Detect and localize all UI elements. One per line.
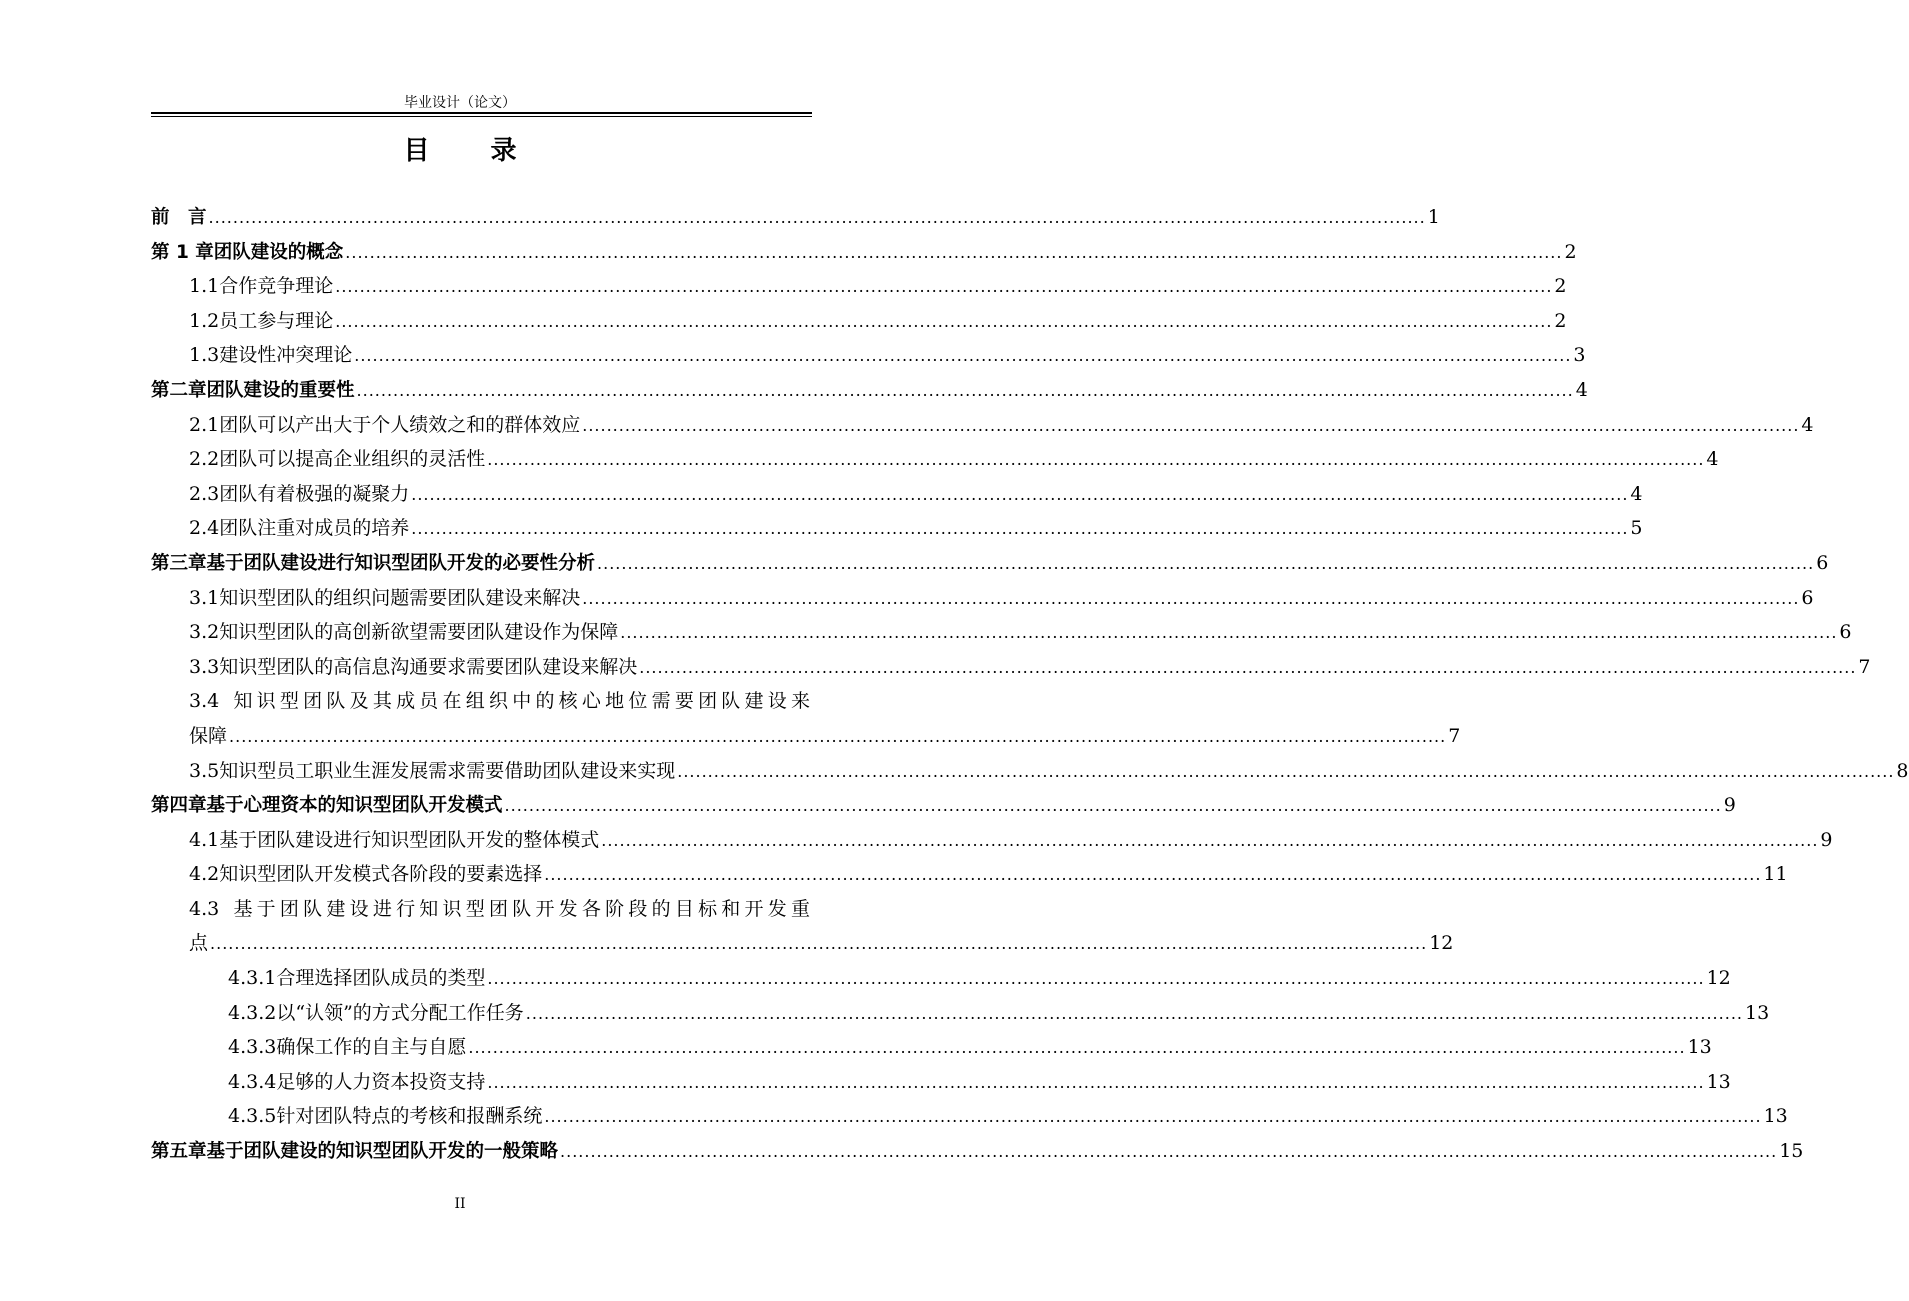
toc-leader-dots: ........................................................................................................................................................................................................ [525,1003,1743,1023]
toc-entry-title: 针对团队特点的考核和报酬系统 [276,1105,543,1128]
toc-entry-title: 团队注重对成员的培养 [219,517,410,540]
toc-entry-number: 3.4 [189,690,220,713]
toc-entry[interactable] [151,1134,1804,1169]
toc-entry-page: 3 [1573,344,1586,367]
toc-entry-title: 知识型团队的高创新欲望需要团队建设作为保障 [219,621,619,644]
toc-entry-number: 4.3 [189,897,220,920]
toc-entry-number: 3.3 [189,655,220,678]
toc-entry-title: 基于心理资本的知识型团队开发模式 [206,795,503,817]
toc-entry-number: 第五章 [151,1141,207,1163]
toc-entry-title: 基于团队建设进行知识型团队开发的整体模式 [219,828,600,851]
toc-entry[interactable] [151,408,1814,443]
toc-leader-dots: ........................................................................................................................................................................................................ [354,346,1572,366]
toc-leader-dots: ........................................................................................................................................................................................................ [411,519,1629,539]
toc-entry-number: 4.2 [189,863,220,886]
toc-entry-number: 2.4 [189,517,220,540]
toc-leader-dots: ........................................................................................................................................................................................................ [356,380,1574,400]
toc-entry[interactable] [151,615,1852,650]
toc-entry-page: 13 [1744,1001,1770,1024]
toc-entry[interactable] [151,857,1788,892]
toc-leader-dots: ........................................................................................................................................................................................................ [639,657,1857,677]
toc-entry-title: 团队可以产出大于个人绩效之和的群体效应 [219,413,581,436]
toc-entry-number: 4.3.1 [228,967,277,990]
toc-entry-title: 合理选择团队成员的类型 [276,967,486,990]
toc-entry[interactable] [151,650,1871,685]
toc-leader-dots: ........................................................................................................................................................................................................ [345,242,1563,262]
toc-leader-dots: ........................................................................................................................................................................................................ [620,623,1838,643]
toc-entry[interactable] [151,996,1770,1031]
toc-entry-number: 4.3.4 [228,1070,277,1093]
toc-entry-number: 1.2 [189,309,220,332]
toc-entry-page: 11 [1763,863,1788,886]
toc-leader-dots: ........................................................................................................................................................................................................ [411,484,1629,504]
toc-entry-number: 1.1 [189,275,220,298]
toc-entry-page: 6 [1816,551,1829,574]
toc-entry-title-continued: 保障 [189,724,228,747]
toc-entry-title-continued: 点 [189,932,209,955]
header-rule-thin [151,116,812,117]
toc-entry-title: 知识型团队及其成员在组织中的核心地位需要团队建设来 [229,690,810,713]
toc-entry[interactable] [151,477,1643,512]
toc-entry-number: 第四章 [151,795,207,817]
toc-leader-dots: ........................................................................................................................................................................................................ [468,1038,1686,1058]
running-header: 毕业设计（论文） [404,95,516,111]
toc-entry-page: 1 [1427,206,1440,228]
toc-entry[interactable] [151,373,1588,408]
toc-entry-page: 4 [1575,378,1588,401]
toc-entry[interactable] [151,338,1586,373]
toc-leader-dots: ........................................................................................................................................................................................................ [601,830,1819,850]
toc-entry[interactable] [151,304,1567,339]
toc-leader-dots: ........................................................................................................................................................................................................ [487,1072,1705,1092]
toc-entry-title: 足够的人力资本投资支持 [276,1070,486,1093]
toc-entry[interactable] [151,546,1829,581]
toc-entry-page: 6 [1801,586,1814,609]
toc-entry[interactable] [151,442,1719,477]
toc-entry-number: 2.1 [189,413,220,436]
toc-entry-number: 4.3.3 [228,1036,277,1059]
toc-leader-dots: ........................................................................................................................................................................................................ [504,796,1722,816]
toc-entry-page: 12 [1706,967,1731,990]
toc-entry-number: 4.3.5 [228,1105,277,1128]
header-rule-thick [151,112,812,114]
toc-entry-number: 第二章 [151,379,207,401]
toc-entry-number: 4.1 [189,828,220,851]
toc-entry[interactable] [151,892,1454,961]
toc-entry-page: 13 [1763,1105,1788,1128]
toc-entry-page: 9 [1820,828,1833,851]
page-number: II [454,1196,466,1212]
toc-entry-page: 12 [1429,932,1454,955]
toc-entry-number: 3.2 [189,621,220,644]
toc-leader-dots: ........................................................................................................................................................................................................ [582,588,1800,608]
toc-entry-title: 前 言 [151,207,207,228]
toc-entry-page: 8 [1896,759,1909,782]
toc-leader-dots: ........................................................................................................................................................................................................ [229,726,1447,746]
toc-entry-title: 知识型团队的组织问题需要团队建设来解决 [219,586,581,609]
toc-entry[interactable] [151,823,1833,858]
toc-leader-dots: ........................................................................................................................................................................................................ [487,450,1705,470]
toc-entry-page: 15 [1779,1140,1804,1163]
toc-entry[interactable] [151,1030,1712,1065]
toc-leader-dots: ........................................................................................................................................................................................................ [335,311,1553,331]
toc-entry-page: 4 [1630,482,1643,505]
toc-entry-title: 知识型员工职业生涯发展需求需要借助团队建设来实现 [219,759,676,782]
toc-entry-title: 合作竞争理论 [219,275,334,298]
toc-entry-title: 员工参与理论 [219,309,334,332]
toc-leader-dots: ........................................................................................................................................................................................................ [677,761,1895,781]
toc-entry[interactable] [151,754,1909,789]
toc-leader-dots: ........................................................................................................................................................................................................ [544,865,1762,885]
toc-entry[interactable] [151,684,1461,753]
toc-entry-title: 建设性冲突理论 [219,344,353,367]
toc-entry-number: 1.3 [189,344,220,367]
toc-entry-page: 9 [1723,794,1736,817]
toc-entry-number: 3.1 [189,586,220,609]
toc-entry-title: 团队建设的概念 [213,241,344,263]
toc-entry[interactable] [151,1065,1731,1100]
toc-leader-dots: ........................................................................................................................................................................................................ [582,415,1800,435]
toc-entry[interactable] [151,235,1577,270]
toc-entry-title: 知识型团队开发模式各阶段的要素选择 [219,863,543,886]
toc-entry-title: 基于团队建设的知识型团队开发的一般策略 [206,1141,559,1163]
toc-entry-page: 4 [1706,448,1719,471]
toc-entry[interactable] [151,269,1567,304]
toc-entry-page: 2 [1554,309,1567,332]
toc-entry-number: 第 1 章 [151,241,214,263]
toc-entry-page: 7 [1448,724,1461,747]
toc-entry[interactable] [151,200,1440,235]
toc-entry-title: 基于团队建设进行知识型团队开发的必要性分析 [206,552,596,574]
toc-entry-number: 2.2 [189,448,220,471]
toc-entry[interactable] [151,511,1643,546]
toc-entry-title: 以“认领”的方式分配工作任务 [276,1001,524,1024]
toc-entry-title: 基于团队建设进行知识型团队开发各阶段的目标和开发重 [229,897,810,920]
toc-title: 目 录 [403,136,543,166]
toc-leader-dots: ........................................................................................................................................................................................................ [208,208,1426,227]
toc-entry-title: 团队可以提高企业组织的灵活性 [219,448,486,471]
toc-leader-dots: ........................................................................................................................................................................................................ [597,553,1815,573]
table-of-contents [151,200,1909,1169]
toc-leader-dots: ........................................................................................................................................................................................................ [560,1142,1778,1162]
toc-entry-page: 13 [1687,1036,1712,1059]
toc-entry[interactable] [151,1099,1788,1134]
toc-entry[interactable] [151,788,1736,823]
toc-entry-number: 4.3.2 [228,1001,277,1024]
toc-entry-page: 2 [1554,275,1567,298]
toc-entry[interactable] [151,581,1814,616]
toc-entry-number: 2.3 [189,482,220,505]
toc-entry-title: 知识型团队的高信息沟通要求需要团队建设来解决 [219,655,638,678]
toc-leader-dots: ........................................................................................................................................................................................................ [335,277,1553,297]
toc-entry-number: 第三章 [151,552,207,574]
toc-leader-dots: ........................................................................................................................................................................................................ [544,1107,1762,1127]
toc-entry-page: 4 [1801,413,1814,436]
toc-entry-title: 团队建设的重要性 [206,379,355,401]
toc-leader-dots: ........................................................................................................................................................................................................ [210,934,1428,954]
toc-entry-number: 3.5 [189,759,220,782]
toc-entry[interactable] [151,961,1731,996]
toc-entry-page: 2 [1564,240,1577,263]
toc-entry-page: 5 [1630,517,1643,540]
toc-entry-page: 6 [1839,621,1852,644]
toc-entry-page: 13 [1706,1070,1731,1093]
toc-leader-dots: ........................................................................................................................................................................................................ [487,969,1705,989]
toc-entry-page: 7 [1858,655,1871,678]
toc-entry-title: 团队有着极强的凝聚力 [219,482,410,505]
toc-entry-title: 确保工作的自主与自愿 [276,1036,467,1059]
